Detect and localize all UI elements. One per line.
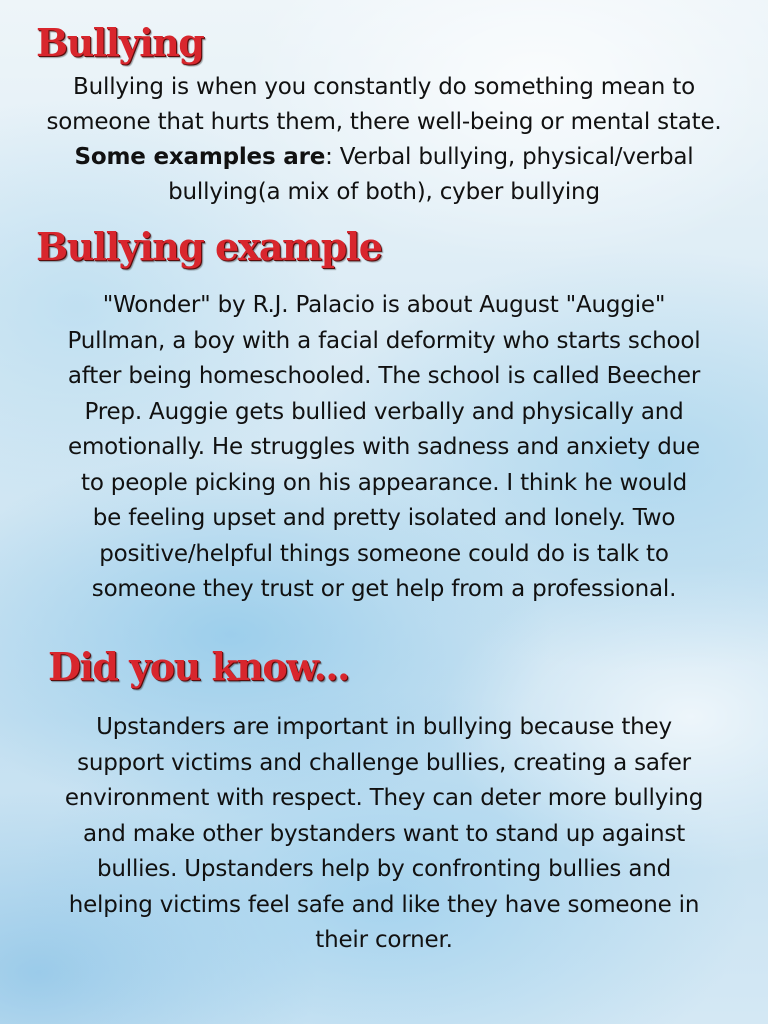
paragraph-line: after being homeschooled. The school is called Beecher (67, 363, 701, 389)
paragraph-line: "Wonder" by R.J. Palacio is about August "Auggie" (102, 292, 666, 318)
paragraph-line: Pullman, a boy with a facial deformity who starts school (67, 327, 701, 354)
paragraph-line: support victims and challenge bullies, creating a safer (77, 749, 691, 776)
paragraph-line: emotionally. He struggles with sadness and anxiety due (68, 434, 700, 460)
examples-line (6, 140, 762, 175)
paragraph-line: Upstanders are important in bullying because they (96, 714, 672, 740)
paragraph-line: positive/helpful things someone could do is talk to (99, 540, 669, 567)
examples-label: Some examples are (74, 144, 326, 170)
paragraph-line: someone they trust or get help from a professional. (91, 576, 677, 602)
bullying-example-heading: Bullying example (36, 224, 382, 269)
paragraph-line: and make other bystanders want to stand up against (82, 820, 686, 847)
did-you-know-heading: Did you know... (48, 644, 349, 689)
paragraph-line: environment with respect. They can deter more bullying (64, 785, 704, 811)
paragraph-line: their corner. (315, 927, 453, 953)
bullying-definition (6, 70, 762, 210)
definition-line: bullying(a mix of both), cyber bullying (168, 179, 600, 205)
definition-line: Bullying is when you constantly do something mean to (73, 74, 695, 100)
paragraph-line: bullies. Upstanders help by confronting bullies and (96, 856, 671, 882)
paragraph-line: helping victims feel safe and like they have someone in (68, 891, 700, 918)
examples-text: : Verbal bullying, physical/verbal (325, 144, 694, 170)
bullying-example-paragraph (6, 288, 762, 608)
paragraph-line: Prep. Auggie gets bullied verbally and physically and (84, 398, 684, 425)
paragraph-line: to people picking on his appearance. I think he would (81, 469, 687, 496)
bullying-heading: Bullying (36, 20, 204, 65)
definition-line: someone that hurts them, there well-being or mental state. (46, 109, 722, 135)
paragraph-line: be feeling upset and pretty isolated and lonely. Two (92, 505, 676, 531)
did-you-know-paragraph (6, 710, 762, 959)
